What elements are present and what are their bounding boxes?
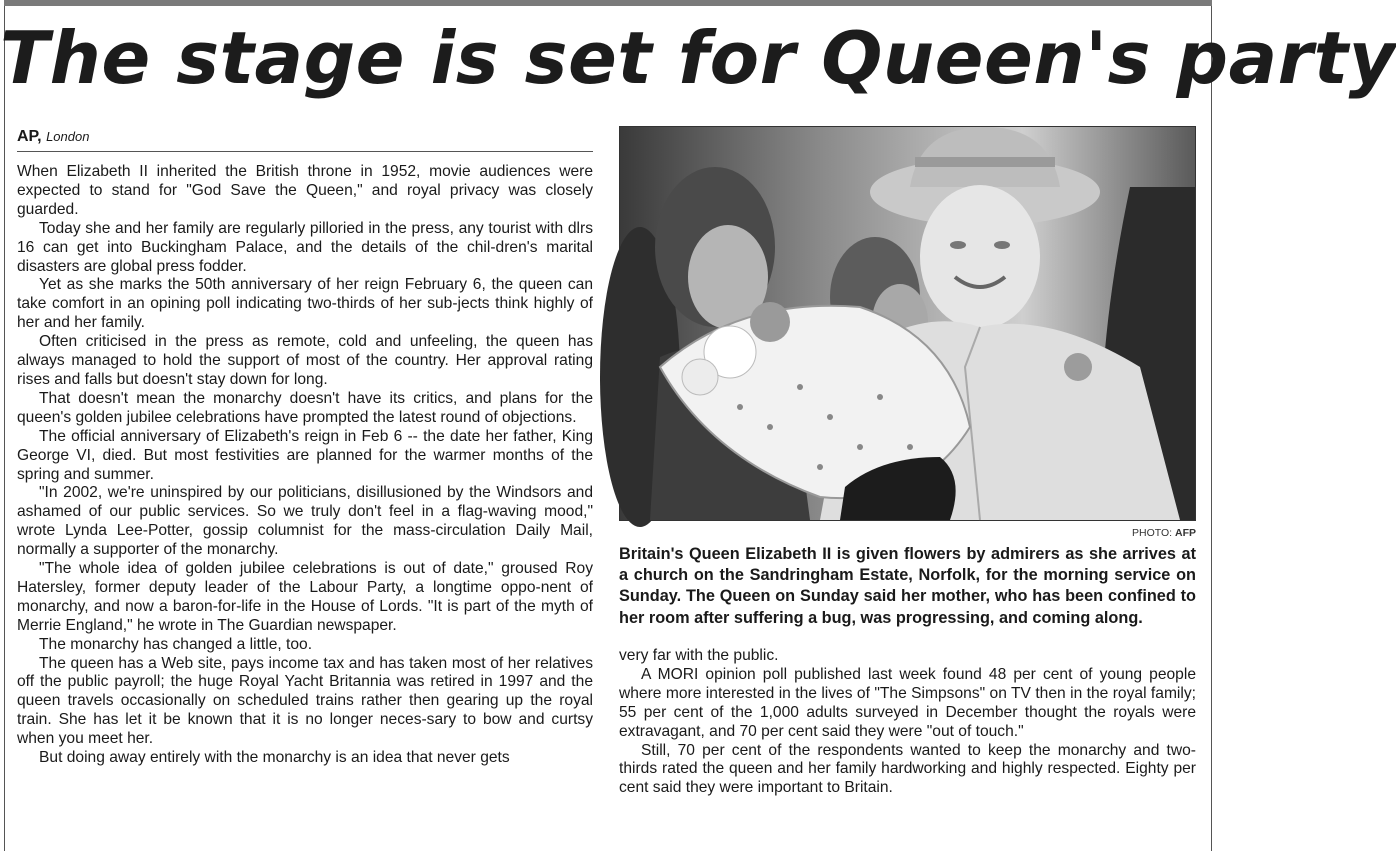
article-paragraph: Still, 70 per cent of the respondents wanted to keep the monarchy and two-thirds rated the queen and her family hardworking and highly respected. Eighty per cent said they were important to Britain. (619, 741, 1196, 797)
article-column-1 (17, 163, 593, 843)
byline-agency: AP, (17, 128, 42, 145)
photo-credit-source: AFP (1175, 527, 1196, 539)
photo-caption: Britain's Queen Elizabeth II is given flowers by admirers as she arrives at a church on the Sandringham Estate, Norfolk, for the morning service on Sunday. The Queen on Sunday said her mother, who has been confined to her room after suffering a bug, was progressing, and coming along. (619, 545, 1196, 627)
byline-divider (17, 151, 593, 152)
article-paragraph: "The whole idea of golden jubilee celebrations is out of date," groused Roy Hatersley, former deputy leader of the Labour Party, a longtime oppo-nent of monarchy, and now a baron-for-life in the House of Lords. "It is part of the myth of Merrie England," he wrote in The Guardian newspaper. (17, 560, 593, 634)
article-column-2 (619, 647, 1196, 842)
photo-credit-label: PHOTO: (1132, 527, 1173, 539)
byline (17, 126, 89, 148)
photo-credit (1080, 527, 1196, 539)
article-paragraph: When Elizabeth II inherited the British throne in 1952, movie audiences were expected to stand for "God Save the Queen," and royal privacy was closely guarded. (17, 163, 593, 218)
right-border-rule (1211, 6, 1212, 851)
article-paragraph: A MORI opinion poll published last week found 48 per cent of young people where more interested in the lives of "The Simpsons" on TV then in the royal family; 55 per cent of the 1,000 adults surveyed in December thought the royals were extravagant, and 70 per cent said they were "out of touch." (619, 665, 1196, 740)
photo-illustration (620, 127, 1195, 520)
article-paragraph: The monarchy has changed a little, too. (39, 635, 313, 653)
headline: The stage is set for Queen's party (0, 16, 1396, 100)
article-paragraph: "In 2002, we're uninspired by our politicians, disillusioned by the Windsors and ashamed of our public services. So we truly don't feel in a flag-waving mood," wrote Lynda Lee-Potter, gossip columnist for the mass-circulation Daily Mail, normally a supporter of the monarchy. (17, 484, 593, 559)
top-border-rule (4, 0, 1212, 6)
article-paragraph: Yet as she marks the 50th anniversary of her reign February 6, the queen can take comfort in an opining poll indicating two-thirds of her sub-jects think highly of her and her family. (17, 276, 593, 332)
article-paragraph: But doing away entirely with the monarchy is an idea that never gets (39, 749, 510, 767)
news-photo (619, 126, 1196, 521)
article-paragraph: Today she and her family are regularly pilloried in the press, any tourist with dlrs 16 can get into Buckingham Palace, and the details of the chil-dren's marital disasters are global press fodder. (17, 219, 593, 275)
article-paragraph: That doesn't mean the monarchy doesn't have its critics, and plans for the queen's golden jubilee celebrations have prompted the latest round of objections. (17, 389, 593, 426)
byline-city: London (46, 129, 90, 144)
article-paragraph: Often criticised in the press as remote, cold and unfeeling, the queen has always managed to hold the support of most of the country. Her approval rating rises and falls but doesn't stay down for long. (17, 333, 593, 388)
left-border-rule (4, 6, 5, 851)
article-paragraph: The queen has a Web site, pays income tax and has taken most of her relatives off the public payroll; the huge Royal Yacht Britannia was retired in 1997 and the queen travels occasionally on scheduled trains rather then gearing up the royal train. She has let it be known that it is no longer neces-sary to bow and curtsy when you meet her. (17, 654, 593, 748)
article-paragraph: very far with the public. (619, 647, 779, 664)
article-paragraph: The official anniversary of Elizabeth's reign in Feb 6 -- the date her father, King George VI, died. But most festivities are planned for the warmer months of the spring and summer. (17, 427, 593, 483)
